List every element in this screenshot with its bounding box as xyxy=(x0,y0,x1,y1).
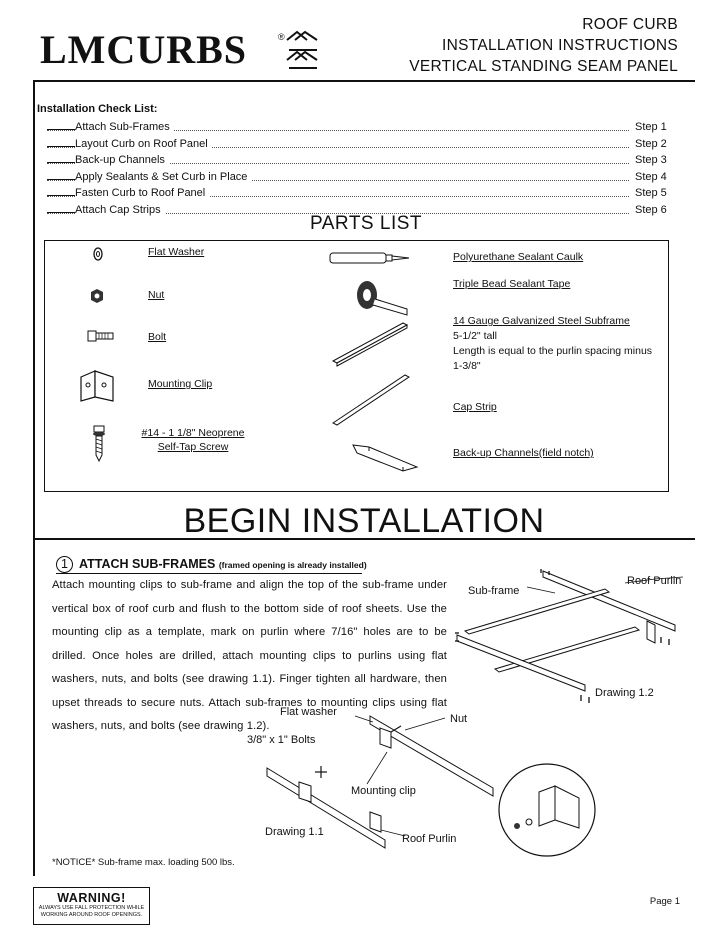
checklist-item: Attach Cap Strips Step 6 xyxy=(37,202,677,219)
begin-installation-heading: BEGIN INSTALLATION xyxy=(183,502,545,540)
parts-list-title: PARTS LIST xyxy=(310,213,422,234)
registered-mark: ® xyxy=(278,32,285,42)
bolt-icon xyxy=(87,329,115,343)
drawing-1-1-label: Drawing 1.1 xyxy=(265,826,324,838)
flat-washer-label: Flat Washer xyxy=(148,246,205,258)
loading-notice: *NOTICE* Sub-frame max. loading 500 lbs. xyxy=(52,857,235,868)
top-rule xyxy=(33,80,695,82)
warning-line-1: ALWAYS USE FALL PROTECTION WHILE xyxy=(38,905,145,911)
backup-channel-label: Back-up Channels(field notch) xyxy=(453,447,594,459)
checklist-item: Fasten Curb to Roof Panel Step 5 xyxy=(37,185,677,202)
left-rule xyxy=(33,80,35,876)
warning-title: WARNING! xyxy=(57,891,126,905)
roof-purlin-label: Roof Purlin xyxy=(627,575,682,587)
nut-label: Nut xyxy=(148,289,165,301)
section-1-title: ATTACH SUB-FRAMES xyxy=(79,557,216,571)
parts-list-box xyxy=(44,240,669,492)
bolts-callout: 3/8" x 1" Bolts xyxy=(247,734,316,746)
checklist-item: Apply Sealants & Set Curb in Place Step 4 xyxy=(37,169,677,186)
logo-text: LMCURBS xyxy=(40,27,248,72)
document-title xyxy=(409,14,678,77)
warning-line-2: WORKING AROUND ROOF OPENINGS. xyxy=(40,912,143,918)
title-line-1: ROOF CURB xyxy=(582,16,678,33)
mounting-clip-label: Mounting Clip xyxy=(148,378,213,390)
roof-purlin-callout: Roof Purlin xyxy=(402,833,457,845)
title-line-3: VERTICAL STANDING SEAM PANEL xyxy=(409,58,678,75)
mounting-clip-callout: Mounting clip xyxy=(351,785,416,797)
nut-callout: Nut xyxy=(450,713,468,725)
subframe-description: 14 Gauge Galvanized Steel Subframe 5-1/2" tall Length is equal to the purlin spacing minus 1-3/8" xyxy=(453,315,653,372)
nut-icon xyxy=(89,288,105,304)
mounting-clip-icon xyxy=(79,369,115,403)
section-1-subtitle: (framed opening is already installed) xyxy=(218,560,367,570)
cap-strip-icon xyxy=(331,371,411,427)
section-1-instructions: Attach mounting clips to sub-frame and align the top of the sub-frame under vertical box of roof curb and flush to the bottom side of roof sheets. Use the mounting clip as a template, mark on purlin where 7/16" holes are to be drilled. Once holes are drilled, attach mounting clips to purlins using flat washers, nuts, and bolts (see drawing 1.1). Finger tighten all hardware, then upset threads to secure nuts. Attach sub-frames to mounting clips using flat washers, nuts, and bolts (see drawing 1.2). xyxy=(52,579,447,732)
title-line-2: INSTALLATION INSTRUCTIONS xyxy=(441,37,678,54)
logo-emblem-icon xyxy=(283,28,323,70)
company-logo xyxy=(40,27,285,72)
checklist-item: Layout Curb on Roof Panel Step 2 xyxy=(37,136,677,153)
step-number: 1 xyxy=(56,556,73,573)
bolt-label: Bolt xyxy=(148,331,167,343)
tape-label: Triple Bead Sealant Tape xyxy=(453,278,571,290)
sealant-tape-icon xyxy=(351,277,411,317)
backup-channel-icon xyxy=(349,441,421,477)
subframe-icon xyxy=(331,319,411,367)
section-1-heading xyxy=(56,556,367,573)
caulk-label: Polyurethane Sealant Caulk xyxy=(453,251,584,263)
installation-checklist xyxy=(37,103,677,218)
warning-box xyxy=(33,887,150,925)
drawing-1-2-label: Drawing 1.2 xyxy=(595,687,654,699)
sub-frame-label: Sub-frame xyxy=(468,585,520,597)
self-tap-screw-icon xyxy=(91,425,107,463)
flat-washer-icon xyxy=(91,247,105,261)
cap-strip-label: Cap Strip xyxy=(453,401,497,413)
checklist-item: Back-up Channels Step 3 xyxy=(37,152,677,169)
checklist-title: Installation Check List: xyxy=(37,103,158,115)
checklist-item: Attach Sub-Frames Step 1 xyxy=(37,119,677,136)
flat-washer-callout: Flat washer xyxy=(280,706,337,718)
caulk-tube-icon xyxy=(329,251,411,265)
screw-label: #14 - 1 1/8" Neoprene Self-Tap Screw xyxy=(141,427,245,453)
page-number: Page 1 xyxy=(649,896,680,907)
